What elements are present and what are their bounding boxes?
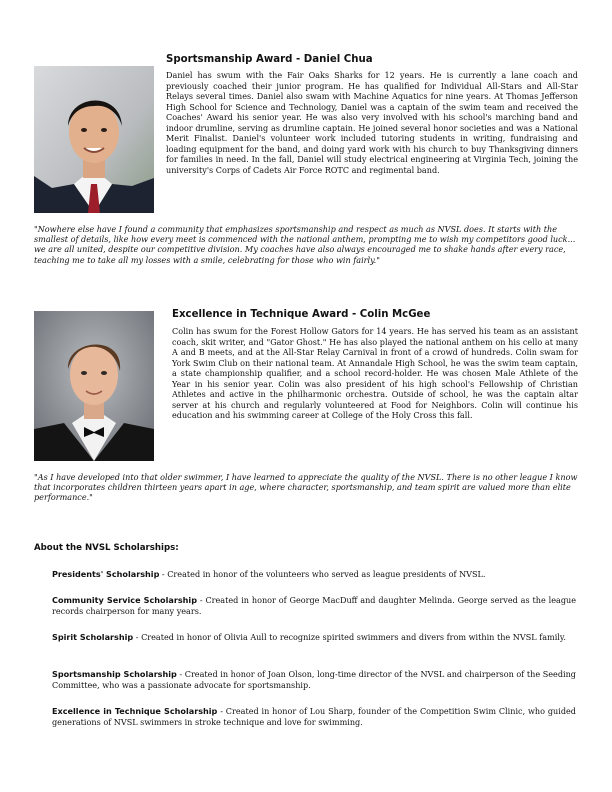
scholarship-name: Community Service Scholarship [52, 595, 197, 605]
scholarship-technique [52, 706, 576, 727]
award-bio-technique: Colin has swum for the Forest Hollow Gators for 14 years. He has served his team as an assistant coach, skit writer, and "Gator Ghost." He has also played the national anthem on his cello at many A and B meets, and at the All-Star Relay Carnival in front of a crowd of hundreds. Colin swam for York Swim Club on their national team. At Annandale High School, he was the swim team captain, a state championship qualifier, and a school record-holder. He was chosen Male Athlete of the Year in his senior year. Colin was also president of his high school's Fellowship of Christian Athletes and active in the philharmonic orchestra. Outside of school, he was the captain altar server at his church and regularly volunteered at Food for Neighbors. Colin will continue his education and his swimming career at College of the Holy Cross this fall. [172, 326, 578, 420]
daniel-chua-photo [34, 66, 154, 213]
scholarship-spirit [52, 632, 576, 643]
scholarship-community-service [52, 595, 576, 616]
scholarship-name: Sportsmanship Scholarship [52, 669, 177, 679]
colin-mcgee-photo [34, 311, 154, 461]
scholarship-name: Spirit Scholarship [52, 632, 134, 642]
scholarship-desc: - Created in honor of Lou Sharp, founder of the Competition Swim Clinic, who guided generations of NVSL swimmers in stroke technique and love for swimming. [52, 706, 576, 727]
about-scholarships-heading: About the NVSL Scholarships: [34, 543, 179, 553]
scholarship-name: Presidents' Scholarship [52, 569, 160, 579]
scholarship-name: Excellence in Technique Scholarship [52, 706, 218, 716]
scholarship-presidents [52, 569, 576, 580]
award-bio-sportsmanship: Daniel has swum with the Fair Oaks Sharks for 12 years. He is currently a lane coach and previously coached their junior program. He has qualified for Individual All-Stars and All-Star Relays several times. Daniel also swam with Machine Aquatics for nine years. At Thomas Jefferson High School for Science and Technology, Daniel was a captain of the swim team and received the Coaches' Award his senior year. He was also very involved with his school's marching band and indoor drumline, serving as drumline captain. He joined several honor societies and was a National Merit Finalist. Daniel's volunteer work included tutoring students in writing, fundraising and loading equipment for the band, and doing yard work with his church to buy Thanksgiving dinners for families in need. In the fall, Daniel will study electrical engineering at Virginia Tech, joining the university's Corps of Cadets Air Force ROTC and regimental band. [166, 70, 578, 175]
scholarship-desc: - Created in honor of George MacDuff and daughter Melinda. George served as the league records chairperson for many years. [52, 595, 576, 616]
scholarship-desc: - Created in honor of Olivia Aull to recognize spirited swimmers and divers from within the NVSL family. [133, 632, 566, 642]
award-quote-technique: "As I have developed into that older swimmer, I have learned to appreciate the quality of the NVSL. There is no other league I know that incorporates children thirteen years apart in age, where character, sportsmanship, and team spirit are valued more than elite performance." [34, 472, 578, 503]
scholarship-desc: - Created in honor of Joan Olson, long-time director of the NVSL and chairperson of the Seeding Committee, who was a passionate advocate for sportsmanship. [52, 669, 576, 690]
award-quote-sportsmanship: "Nowhere else have I found a community that emphasizes sportsmanship and respect as much as NVSL does. It starts with the smallest of details, like how every meet is commenced with the national anthem, prompting me to wish my competitors good luck... we are all united, despite our competitive division. My coaches have also always encouraged me to shake hands after every race, teaching me to take all my losses with a smile, celebrating for those who win fairly." [34, 224, 576, 265]
scholarship-sportsmanship [52, 669, 576, 690]
scholarship-desc: - Created in honor of the volunteers who served as league presidents of NVSL. [159, 569, 486, 579]
award-title-sportsmanship: Sportsmanship Award - Daniel Chua [166, 54, 373, 65]
award-title-technique: Excellence in Technique Award - Colin McGee [172, 309, 431, 320]
